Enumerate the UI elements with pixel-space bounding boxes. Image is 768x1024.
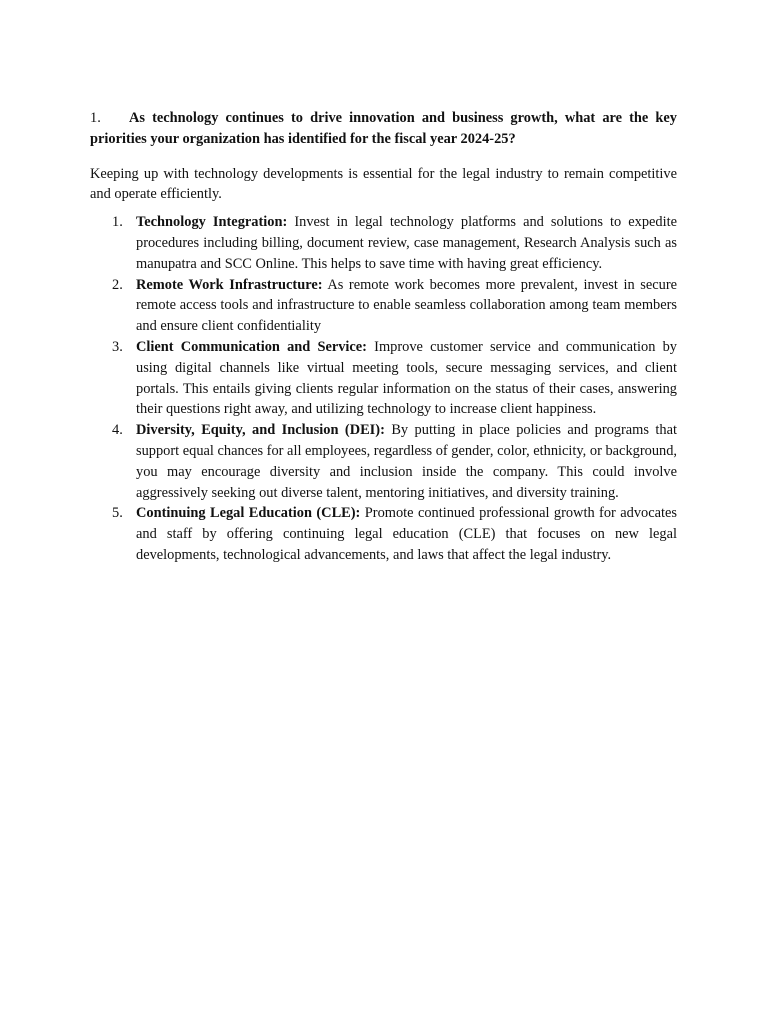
list-item — [90, 337, 677, 420]
list-item-number: 1. — [112, 214, 123, 231]
list-item-text: By putting in place policies and programs that support equal chances for all employees, regardless of gender, color, ethnicity, or background, you may encourage diversity and inclusion inside the company. This could involve aggressively seeking out diverse talent, mentoring initiatives, and diversity training. — [136, 422, 677, 501]
intro-paragraph: Keeping up with technology developments is essential for the legal industry to remain competitive and operate efficiently. — [90, 165, 677, 203]
list-item — [90, 275, 677, 337]
list-item-number: 3. — [112, 338, 123, 355]
list-item-text: Improve customer service and communication by using digital channels like virtual meeting tools, secure messaging services, and client portals. This entails giving clients regular information on the status of their cases, answering their questions right away, and utilizing technology to increase client happiness. — [136, 338, 677, 418]
list-item-number: 2. — [112, 276, 123, 293]
document-page — [90, 108, 677, 566]
question-number: 1. — [90, 110, 101, 126]
list-item — [90, 503, 677, 565]
list-item-label: Client Communication and Service: — [136, 338, 367, 355]
question-heading — [90, 108, 677, 150]
list-item-text: Invest in legal technology platforms and solutions to expedite procedures including billing, document review, case management, Research Analysis such as manupatra and SCC Online. This helps to save time with having great efficiency. — [136, 214, 677, 272]
list-item-number: 5. — [112, 505, 123, 522]
list-item-label: Diversity, Equity, and Inclusion (DEI): — [136, 422, 385, 439]
list-item — [90, 420, 677, 503]
list-item-number: 4. — [112, 422, 123, 439]
question-text: As technology continues to drive innovation and business growth, what are the key priorities your organization has identified for the fiscal year 2024-25? — [90, 110, 677, 147]
priority-list — [90, 212, 677, 566]
list-item-label: Remote Work Infrastructure: — [136, 276, 323, 293]
list-item-text: As remote work becomes more prevalent, invest in secure remote access tools and infrastructure to enable seamless collaboration among team members and ensure client confidentiality — [136, 276, 677, 335]
list-item-label: Technology Integration: — [136, 214, 288, 231]
list-item-label: Continuing Legal Education (CLE): — [136, 505, 361, 522]
list-item-text: Promote continued professional growth for advocates and staff by offering continuing legal education (CLE) that focuses on new legal developments, technological advancements, and laws that affect the legal industry. — [136, 505, 677, 563]
list-item — [90, 212, 677, 274]
